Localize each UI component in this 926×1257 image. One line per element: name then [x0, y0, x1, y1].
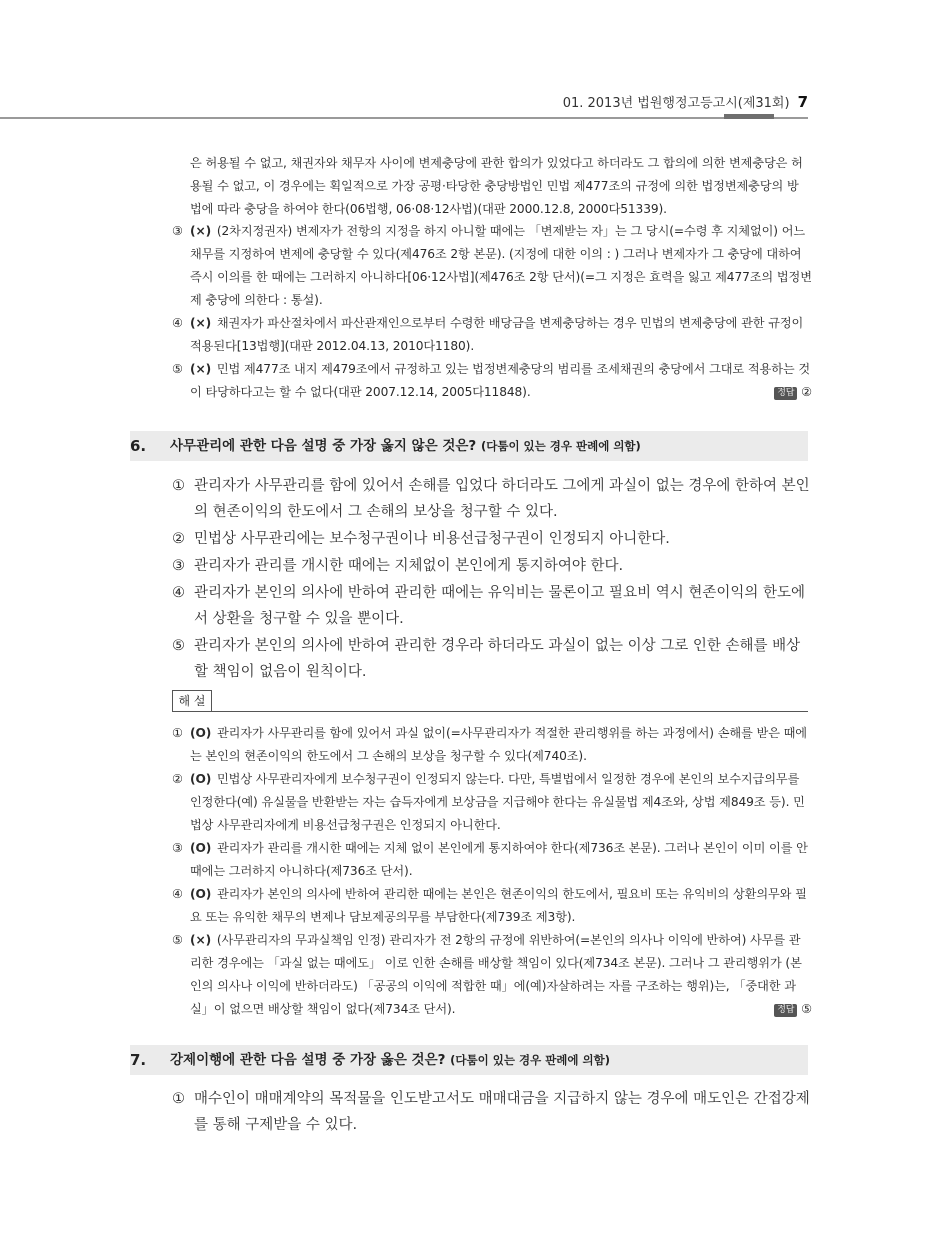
question-number: 7. [130, 1051, 147, 1069]
explanation-item [172, 883, 812, 929]
item-tag: (O) [190, 887, 212, 901]
question-title: 사무관리에 관한 다음 설명 중 가장 옳지 않은 것은? [170, 438, 477, 454]
item-mark: ③ [172, 224, 183, 238]
item-tag: (×) [190, 933, 212, 947]
choice-item [172, 1086, 812, 1138]
prev-answer-continuation: 은 허용될 수 없고, 채권자와 채무자 사이에 변제충당에 관한 합의가 있었다고 하더라도 그 합의에 의한 변제충당은 허용될 수 없고, 이 경우에는 획일적으로 가장 공평·타당한 충당방법인 민법 제477조의 규정에 의한 법정변제충당의 방법에 따라 충당을 하여야 한다(06법행, 06·08·12사법)(대판 2000.12.8, 2000다51339). [190, 156, 803, 216]
item-tag: (×) [190, 316, 212, 330]
answer-label: 정답 [774, 387, 797, 400]
item-text: 채권자가 파산절차에서 파산관재인으로부터 수령한 배당금을 변제충당하는 경우 민법의 변제충당에 관한 규정이 적용된다[13법행](대판 2012.04.13, 2010다1180). [190, 316, 804, 353]
item-tag: (×) [190, 362, 212, 376]
question-6-header [130, 431, 808, 461]
item-mark: ② [172, 772, 183, 786]
choice-mark: ② [172, 531, 185, 547]
page-header [563, 92, 808, 111]
item-text: (2차지정권자) 변제자가 전항의 지정을 하지 아니할 때에는 「변제받는 자」는 그 당시(=수령 후 지체없이) 어느 채무를 지정하여 변제에 충당할 수 있다(제476조 2항 본문). (지정에 대한 이의 : ) 그러나 변제자가 그 충당에 대하여 즉시 이의를 한 때에는 그러하지 아니하다[06·12사법](제476조 2항 단서)(=그 지정은 효력을 잃고 제477조의 법정변제 충당에 의한다 : 통설). [190, 224, 812, 307]
choice-mark: ① [172, 1091, 185, 1107]
choice-item [172, 580, 812, 632]
choice-item [172, 526, 812, 552]
item-text: (사무관리자의 무과실책임 인정) 관리자가 전 2항의 규정에 위반하여(=본인의 의사나 이익에 반하여) 사무를 관리한 경우에는 「과실 없는 때에도」 이로 인한 손해를 배상할 책임이 있다(제734조 본문). 그러나 그 관리행위가 (본인의 의사나 이익에 반하더라도) 「공공의 이익에 적합한 때」에(예)자살하려는 자를 구조하는 행위)는, 「중대한 과실」이 없으면 배상할 책임이 없다(제734조 단서). [190, 933, 802, 1016]
item-tag: (×) [190, 224, 212, 238]
header-title: 01. 2013년 법원행정고등고시(제31회) [562, 96, 790, 111]
choice-mark: ③ [172, 558, 185, 574]
explanation-item [172, 768, 812, 837]
item-mark: ⑤ [172, 362, 183, 376]
choice-mark: ① [172, 478, 185, 494]
item-mark: ④ [172, 887, 183, 901]
page-number: 7 [797, 93, 808, 111]
choice-mark: ⑤ [172, 638, 185, 654]
item-mark: ① [172, 726, 183, 740]
explanation-rule [172, 711, 808, 712]
prev-answer-item [172, 312, 812, 358]
question-7-choices [172, 1086, 812, 1139]
item-text: 관리자가 사무관리를 함에 있어서 과실 없이(=사무관리자가 적절한 관리행위를 하는 과정에서) 손해를 받은 때에는 본인의 현존이익의 한도에서 그 손해의 보상을 청구할 수 있다(제740조). [190, 726, 807, 763]
item-tag: (O) [190, 726, 212, 740]
choice-text: 매수인이 매매계약의 목적물을 인도받고서도 매매대금을 지급하지 않는 경우에 매도인은 간접강제를 통해 구제받을 수 있다. [194, 1091, 810, 1133]
item-mark: ④ [172, 316, 183, 330]
choice-item [172, 633, 812, 685]
answer-value: ② [801, 385, 812, 399]
choice-item [172, 473, 812, 525]
header-rule [0, 117, 808, 119]
item-text: 관리자가 본인의 의사에 반하여 관리한 때에는 본인은 현존이익의 한도에서, 필요비 또는 유익비의 상환의무와 필요 또는 유익한 채무의 변제나 담보제공의무를 부담한다(제739조 제3항). [190, 887, 807, 924]
explanation-item [172, 837, 812, 883]
choice-item [172, 553, 812, 579]
explanation-item [172, 722, 812, 768]
choice-text: 관리자가 사무관리를 함에 있어서 손해를 입었다 하더라도 그에게 과실이 없는 경우에 한하여 본인의 현존이익의 한도에서 그 손해의 보상을 청구할 수 있다. [194, 478, 810, 520]
item-text: 민법 제477조 내지 제479조에서 규정하고 있는 법정변제충당의 범리를 조세채권의 충당에서 그대로 적용하는 것이 타당하다고는 할 수 없다(대판 2007.12.14, 2005다11848). [190, 362, 811, 399]
choice-text: 민법상 사무관리에는 보수청구권이나 비용선급청구권이 인정되지 아니한다. [194, 531, 670, 547]
choice-mark: ④ [172, 585, 185, 601]
prev-answer-item [172, 358, 812, 404]
prev-answer-item [172, 220, 812, 312]
header-accent-bar [724, 114, 774, 119]
choice-text: 관리자가 관리를 개시한 때에는 지체없이 본인에게 통지하여야 한다. [194, 558, 624, 574]
question-6-explanations [172, 722, 812, 1021]
item-tag: (O) [190, 772, 212, 786]
choice-text: 관리자가 본인의 의사에 반하여 관리한 경우라 하더라도 과실이 없는 이상 그로 인한 손해를 배상할 책임이 없음이 원칙이다. [194, 638, 801, 680]
prev-answer-list [172, 220, 812, 404]
question-title: 강제이행에 관한 다음 설명 중 가장 옳은 것은? [170, 1052, 446, 1068]
choice-text: 관리자가 본인의 의사에 반하여 관리한 때에는 유익비는 물론이고 필요비 역시 현존이익의 한도에서 상환을 청구할 수 있을 뿐이다. [194, 585, 805, 627]
item-mark: ⑤ [172, 933, 183, 947]
question-7-header [130, 1045, 808, 1075]
explanation-item [172, 929, 812, 1021]
question-note: (다툼이 있는 경우 판례에 의함) [480, 439, 641, 453]
item-mark: ③ [172, 841, 183, 855]
question-number: 6. [130, 437, 147, 455]
item-tag: (O) [190, 841, 212, 855]
explanation-label: 해 설 [172, 690, 212, 712]
answer-value: ⑤ [801, 1002, 812, 1016]
item-text: 민법상 사무관리자에게 보수청구권이 인정되지 않는다. 다만, 특별법에서 일정한 경우에 본인의 보수지급의무를 인정한다(예) 유실물을 반환받는 자는 습득자에게 보상금을 지급해야 한다는 유실물법 제4조와, 상법 제849조 등). 민법상 사무관리자에게 비용선급청구권은 인정되지 아니한다. [190, 772, 805, 832]
question-note: (다툼이 있는 경우 판례에 의함) [450, 1053, 611, 1067]
answer-label: 정답 [774, 1004, 797, 1017]
question-6-choices [172, 473, 812, 686]
item-text: 관리자가 관리를 개시한 때에는 지체 없이 본인에게 통지하여야 한다(제736조 본문). 그러나 본인이 이미 이를 안 때에는 그러하지 아니하다(제736조 단서). [190, 841, 808, 878]
